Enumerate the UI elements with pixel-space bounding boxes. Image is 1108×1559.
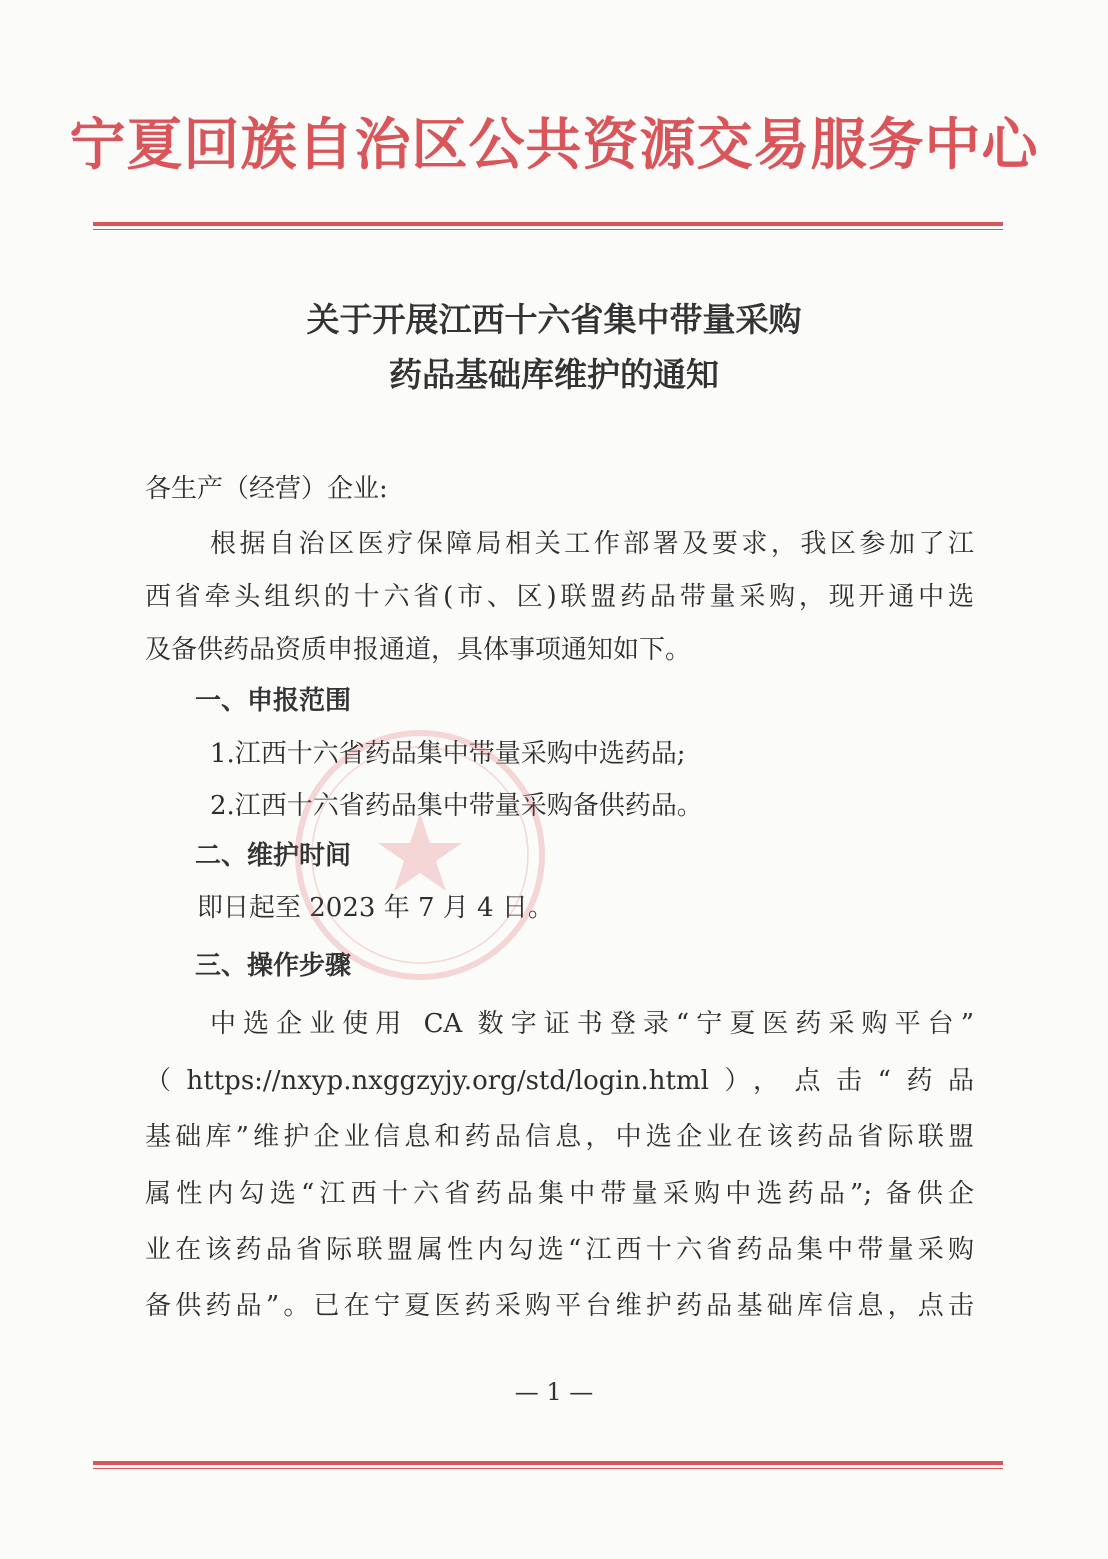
steps-line-5: 业在该药品省际联盟属性内勾选“江西十六省药品集中带量采购: [145, 1235, 974, 1265]
section-heading-scope: 一、申报范围: [195, 686, 352, 716]
notice-title-line-1: 关于开展江西十六省集中带量采购: [306, 300, 802, 339]
intro-line-1: 根据自治区医疗保障局相关工作部署及要求，我区参加了江: [210, 529, 974, 559]
steps-line-1: 中选企业使用 CA 数字证书登录“宁夏医药采购平台”: [210, 1009, 974, 1039]
page-number: — 1 —: [514, 1378, 594, 1406]
scope-item-1: 1.江西十六省药品集中带量采购中选药品;: [210, 739, 686, 769]
section-heading-time: 二、维护时间: [195, 841, 352, 871]
seal-star-icon: [378, 813, 462, 891]
footer-divider: [93, 1461, 1003, 1469]
steps-line-2: （https://nxyp.nxggzyjy.org/std/login.html），点击“药品: [145, 1066, 974, 1096]
steps-line-6: 备供药品”。已在宁夏医药采购平台维护药品基础库信息，点击: [145, 1291, 974, 1321]
intro-line-2: 西省牵头组织的十六省(市、区)联盟药品带量采购，现开通中选: [145, 582, 974, 612]
header-divider: [93, 222, 1003, 230]
section-heading-steps: 三、操作步骤: [195, 951, 352, 981]
issuing-organization-header: 宁夏回族自治区公共资源交易服务中心: [69, 113, 1039, 178]
salutation: 各生产（经营）企业:: [145, 474, 388, 504]
steps-line-3: 基础库”维护企业信息和药品信息，中选企业在该药品省际联盟: [145, 1122, 974, 1152]
intro-line-3: 及备供药品资质申报通道，具体事项通知如下。: [145, 635, 692, 665]
maintenance-deadline: 即日起至 2023 年 7 月 4 日。: [197, 893, 554, 923]
notice-title-line-2: 药品基础库维护的通知: [389, 355, 719, 394]
steps-line-4: 属性内勾选“江西十六省药品集中带量采购中选药品”; 备供企: [145, 1179, 974, 1209]
scope-item-2: 2.江西十六省药品集中带量采购备供药品。: [210, 791, 703, 821]
